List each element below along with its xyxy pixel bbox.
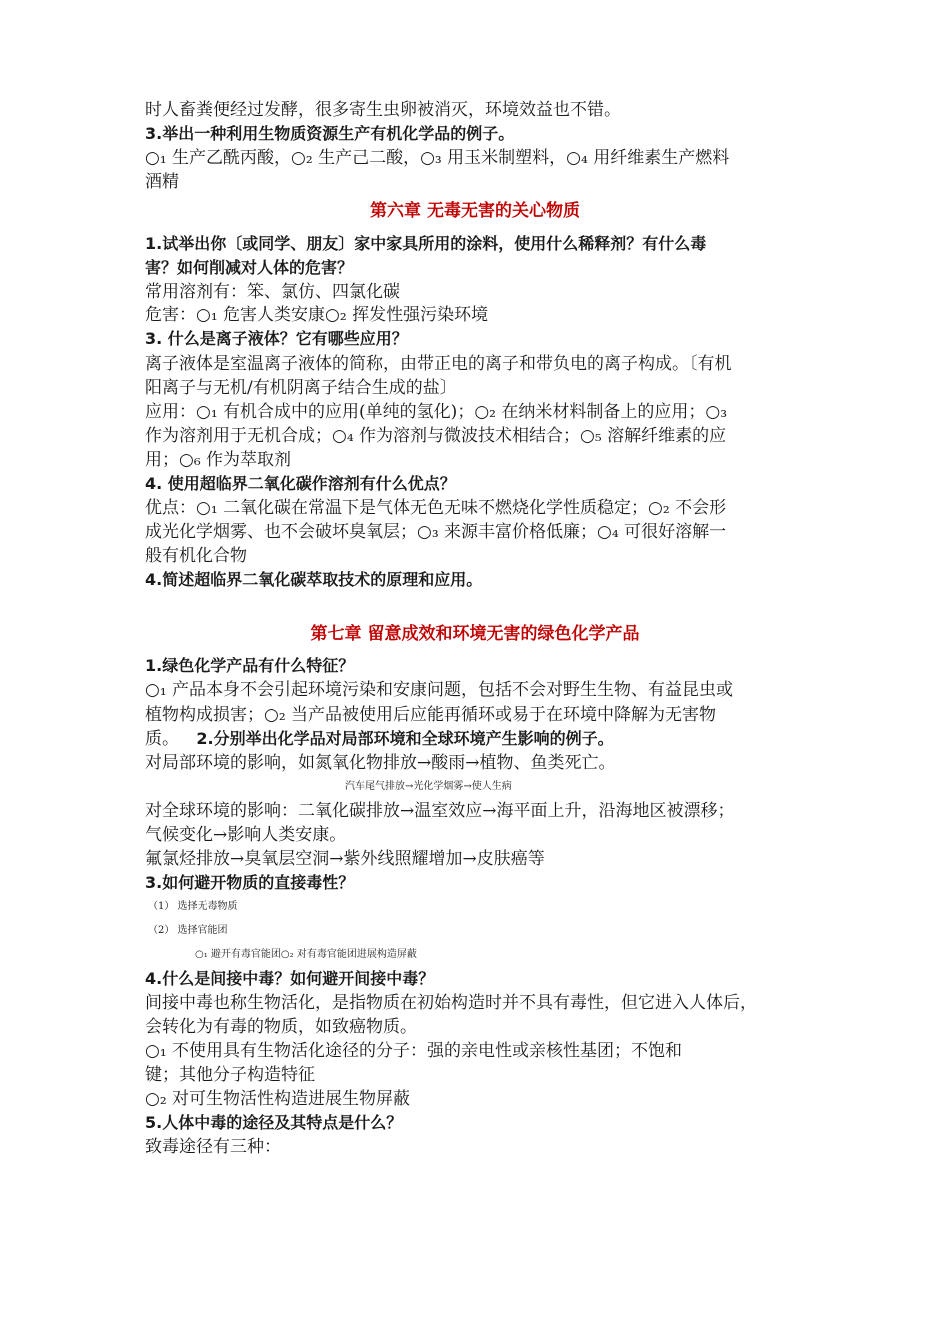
question-heading: 1.绿色化学产品有什么特征？: [145, 656, 355, 675]
text-line: 酒精: [145, 172, 179, 192]
text-line: ○₁ 不使用具有生物活化途径的分子：强的亲电性或亲核性基团；不饱和: [145, 1041, 683, 1061]
text-line: ○₁ 产品本身不会引起环境污染和安康问题，包括不会对野生生物、有益昆虫或: [145, 680, 734, 700]
text-fragment: 质。: [145, 729, 179, 749]
text-line: 对全球环境的影响：二氧化碳排放→温室效应→海平面上升，沿海地区被漂移；: [145, 801, 735, 821]
text-line: 应用：○₁ 有机合成中的应用(单纯的氢化)；○₂ 在纳米材料制备上的应用；○₃: [145, 402, 728, 422]
chapter-6-title: 第六章 无毒无害的关心物质: [370, 201, 580, 221]
text-line: 键；其他分子构造特征: [145, 1065, 315, 1085]
text-line: 间接中毒也称生物活化，是指物质在初始构造时并不具有毒性，但它进入人体后，: [145, 993, 757, 1013]
text-line: 般有机化合物: [145, 546, 247, 566]
text-line: （1） 选择无毒物质: [148, 901, 238, 912]
text-line: ○₂ 对可生物活性构造进展生物屏蔽: [145, 1089, 411, 1109]
text-line: 优点：○₁ 二氧化碳在常温下是气体无色无味不燃烧化学性质稳定；○₂ 不会形: [145, 498, 727, 518]
text-line: 常用溶剂有：笨、氯仿、四氯化碳: [145, 282, 400, 302]
question-heading: 5.人体中毒的途径及其特点是什么？: [145, 1113, 403, 1132]
text-line: 作为溶剂用于无机合成；○₄ 作为溶剂与微波技术相结合；○₅ 溶解纤维素的应: [145, 426, 727, 446]
text-line: ○₁ 生产乙酰丙酸，○₂ 生产己二酸，○₃ 用玉米制塑料，○₄ 用纤维素生产燃料: [145, 148, 730, 168]
question-heading: 4.什么是间接中毒？如何避开间接中毒？: [145, 969, 435, 988]
text-line: 气候变化→影响人类安康。: [145, 825, 347, 845]
text-line: 会转化为有毒的物质，如致癌物质。: [145, 1017, 417, 1037]
question-heading: 4.简述超临界二氧化碳萃取技术的原理和应用。: [145, 570, 483, 589]
text-line: 植物构成损害；○₂ 当产品被使用后应能再循环或易于在环境中降解为无害物: [145, 705, 717, 725]
text-line: 危害：○₁ 危害人类安康○₂ 挥发性强污染环境: [145, 305, 489, 325]
text-line: 致毒途径有三种：: [145, 1137, 281, 1157]
question-heading: 3.如何避开物质的直接毒性？: [145, 873, 355, 892]
question-heading: 害？如何削减对人体的危害？: [145, 258, 354, 277]
text-line: 成光化学烟雾、也不会破坏臭氧层；○₃ 来源丰富价格低廉；○₄ 可很好溶解一: [145, 522, 727, 542]
text-line: 氟氯烃排放→臭氧层空洞→紫外线照耀增加→皮肤癌等: [145, 849, 545, 869]
text-line: 汽车尾气排放→光化学烟雾→使人生病: [345, 781, 512, 792]
text-line: 用；○₆ 作为萃取剂: [145, 450, 292, 470]
text-line: 对局部环境的影响，如氮氧化物排放→酸雨→植物、鱼类死亡。: [145, 753, 616, 773]
text-line-with-question: [145, 727, 815, 751]
question-heading: 1.试举出你〔或同学、朋友〕家中家具所用的涂料，使用什么稀释剂？有什么毒: [145, 234, 707, 253]
text-line: 阳离子与无机/有机阴离子结合生成的盐〕: [145, 378, 457, 398]
question-heading: 3. 什么是离子液体？它有哪些应用？: [145, 329, 408, 348]
question-heading: 4. 使用超临界二氧化碳作溶剂有什么优点？: [145, 474, 456, 493]
question-heading: 2.分别举出化学品对局部环境和全球环境产生影响的例子。: [196, 729, 614, 748]
text-line: （2） 选择官能团: [148, 925, 228, 936]
text-line: 离子液体是室温离子液体的简称，由带正电的离子和带负电的离子构成。〔有机: [145, 354, 732, 374]
chapter-7-title: 第七章 留意成效和环境无害的绿色化学产品: [310, 624, 640, 644]
question-heading: 3.举出一种利用生物质资源生产有机化学品的例子。: [145, 124, 515, 143]
text-line: ○₁ 避开有毒官能团○₂ 对有毒官能团进展构造屏蔽: [195, 949, 417, 960]
text-line: 时人畜粪便经过发酵，很多寄生虫卵被消灭，环境效益也不错。: [145, 100, 621, 120]
